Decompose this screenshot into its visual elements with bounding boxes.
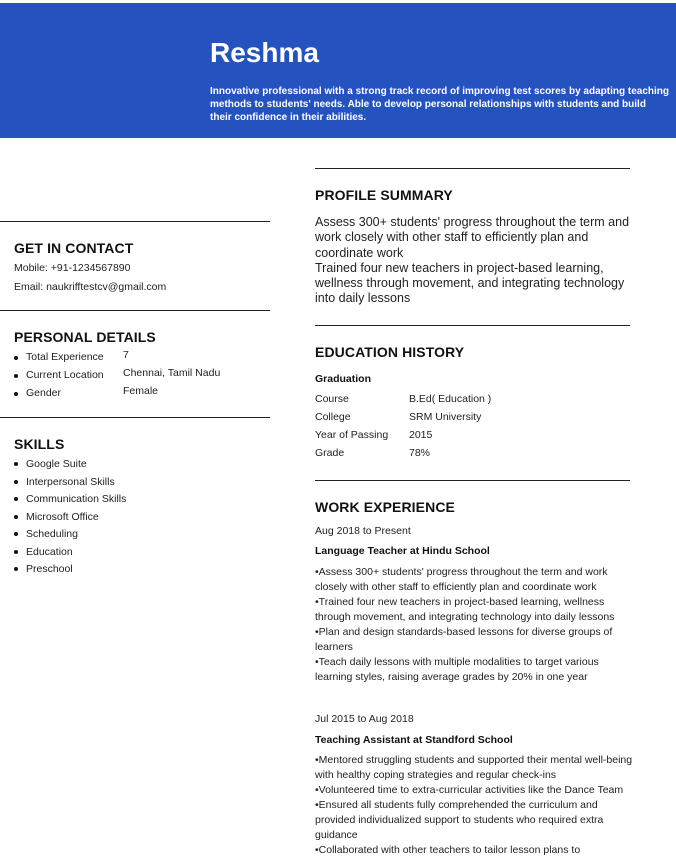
personal-title: PERSONAL DETAILS bbox=[14, 329, 156, 345]
job-bullet: •Collaborated with other teachers to tailor lesson plans to bbox=[315, 844, 581, 856]
skill-item: Microsoft Office bbox=[14, 510, 126, 528]
profile-summary bbox=[315, 215, 635, 307]
contact-mobile: Mobile: +91-1234567890 bbox=[14, 262, 131, 274]
personal-value: 7 bbox=[123, 349, 129, 361]
skill-item: Google Suite bbox=[14, 457, 126, 475]
header-banner bbox=[0, 3, 676, 138]
job-bullet: •Volunteered time to extra-curricular activities like the Dance Team bbox=[315, 784, 624, 796]
skill-item: Scheduling bbox=[14, 527, 126, 545]
education-title: EDUCATION HISTORY bbox=[315, 344, 465, 360]
header-summary: Innovative professional with a strong track record of improving test scores by adapting teaching methods to students' needs. Able to develop personal relationships with students and build their confidence in their abilities. bbox=[210, 86, 669, 123]
bullet-icon bbox=[14, 392, 18, 396]
job-bullet: •Assess 300+ students' progress throughout the term and work closely with other staff to efficiently plan and coordinate work bbox=[315, 566, 608, 593]
job-dates: Aug 2018 to Present bbox=[315, 525, 411, 537]
job-bullet: •Ensured all students fully comprehended the curriculum and provided individualized support to students who required extra guidance bbox=[315, 799, 604, 841]
education-divider bbox=[315, 325, 630, 326]
job-bullet: •Plan and design standards-based lessons for diverse groups of learners bbox=[315, 626, 613, 653]
education-row bbox=[315, 411, 615, 423]
skills-list bbox=[14, 457, 126, 580]
skill-item: Preschool bbox=[14, 562, 126, 580]
job-bullet: •Teach daily lessons with multiple modalities to target various learning styles, raising average grades by 20% in one year bbox=[315, 656, 599, 683]
skills-divider bbox=[0, 417, 270, 418]
profile-line: Trained four new teachers in project-based learning, wellness through movement, and integrating technology into daily lessons bbox=[315, 260, 625, 306]
personal-label: Gender bbox=[26, 387, 62, 399]
profile-divider bbox=[315, 168, 630, 169]
personal-label: Current Location bbox=[26, 369, 104, 381]
education-label: College bbox=[315, 411, 351, 423]
education-value: B.Ed( Education ) bbox=[409, 393, 492, 405]
bullet-icon bbox=[14, 374, 18, 378]
job-role: Language Teacher at Hindu School bbox=[315, 545, 490, 557]
education-value: 2015 bbox=[409, 429, 433, 441]
education-value: SRM University bbox=[409, 411, 482, 423]
education-level: Graduation bbox=[315, 373, 372, 385]
job-bullets bbox=[315, 565, 635, 685]
contact-email[interactable]: Email: naukrifftestcv@gmail.com bbox=[14, 281, 167, 293]
skill-item: Education bbox=[14, 545, 126, 563]
personal-label: Total Experience bbox=[26, 351, 104, 363]
job-dates: Jul 2015 to Aug 2018 bbox=[315, 713, 414, 725]
job-bullets bbox=[315, 753, 635, 858]
profile-line: Assess 300+ students' progress throughout the term and work closely with other staff to efficiently plan and coordinate work bbox=[315, 215, 630, 260]
education-label: Course bbox=[315, 393, 349, 405]
profile-title: PROFILE SUMMARY bbox=[315, 187, 453, 203]
skill-item: Interpersonal Skills bbox=[14, 475, 126, 493]
education-label: Grade bbox=[315, 447, 345, 459]
bullet-icon bbox=[14, 356, 18, 360]
contact-title: GET IN CONTACT bbox=[14, 240, 134, 256]
job-bullet: •Mentored struggling students and supported their mental well-being with healthy coping strategies and regular check-ins bbox=[315, 754, 633, 781]
skill-item: Communication Skills bbox=[14, 492, 126, 510]
contact-divider bbox=[0, 221, 270, 222]
work-divider bbox=[315, 480, 630, 481]
skills-title: SKILLS bbox=[14, 436, 65, 452]
education-row bbox=[315, 447, 615, 459]
work-title: WORK EXPERIENCE bbox=[315, 499, 455, 515]
personal-divider bbox=[0, 310, 270, 311]
education-value: 78% bbox=[409, 447, 431, 459]
education-label: Year of Passing bbox=[315, 429, 389, 441]
education-row bbox=[315, 393, 615, 405]
personal-value: Chennai, Tamil Nadu bbox=[123, 367, 221, 379]
personal-value: Female bbox=[123, 385, 159, 397]
education-row bbox=[315, 429, 615, 441]
candidate-name: Reshma bbox=[210, 37, 319, 68]
job-bullet: •Trained four new teachers in project-based learning, wellness through movement, and integrating technology into daily lessons bbox=[315, 596, 615, 623]
job-role: Teaching Assistant at Standford School bbox=[315, 734, 513, 746]
